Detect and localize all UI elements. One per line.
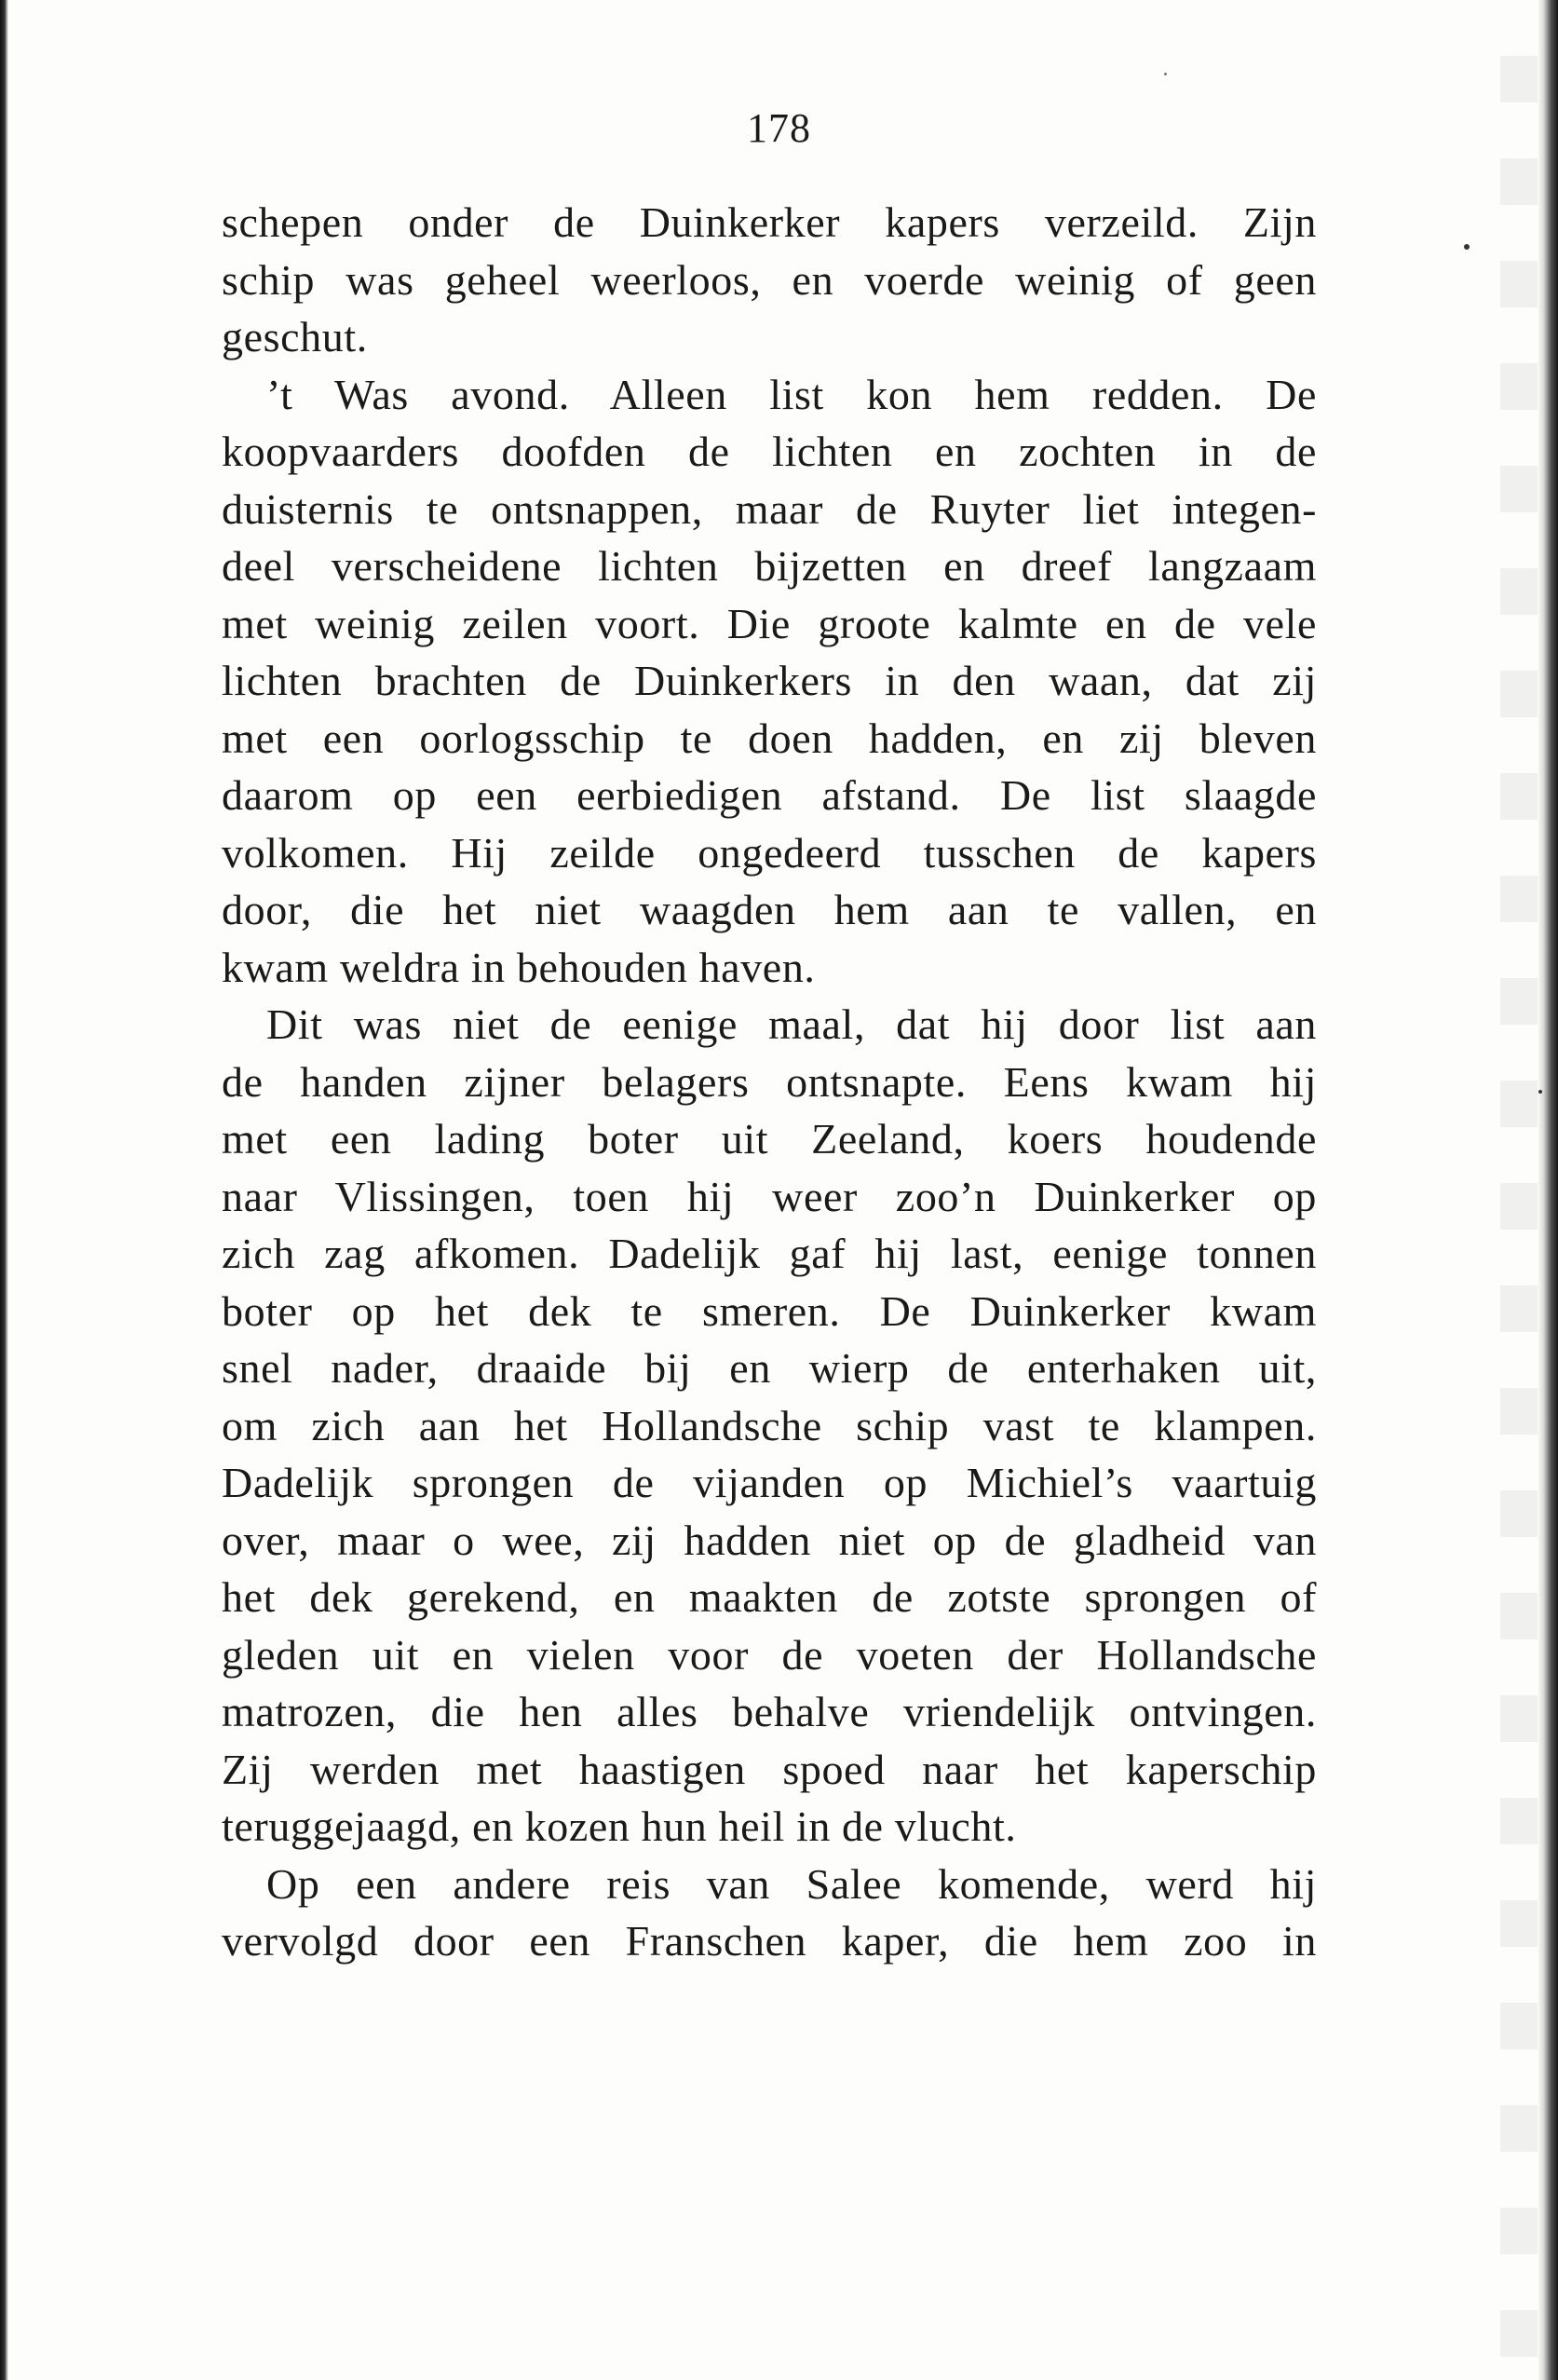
text-line: schepen onder de Duinkerker kapers verzeild. Zijn: [222, 198, 1317, 246]
scan-speck: [1464, 244, 1470, 250]
text-line: teruggejaagd, en kozen hun heil in de vlucht.: [222, 1802, 1017, 1850]
text-line: Dadelijk sprongen de vijanden op Michiel’s vaartuig: [222, 1459, 1317, 1506]
text-line: duisternis te ontsnappen, maar de Ruyter liet integen-: [222, 484, 1317, 533]
text-line: deel verscheidene lichten bijzetten en dreef langzaam: [222, 542, 1317, 590]
text-line: over, maar o wee, zij hadden niet op de gladheid van: [222, 1516, 1317, 1564]
text-line: boter op het dek te smeren. De Duinkerker kwam: [222, 1286, 1317, 1335]
text-line: om zich aan het Hollandsche schip vast te klampen.: [222, 1401, 1317, 1449]
text-line: het dek gerekend, en maakten de zotste sprongen of: [222, 1573, 1317, 1621]
page-number: 178: [747, 105, 811, 151]
text-line: lichten brachten de Duinkerkers in den waan, dat zij: [222, 657, 1317, 704]
scan-speck: [1164, 73, 1167, 75]
text-line: door, die het niet waagden hem aan te vallen, en: [222, 886, 1317, 933]
text-line: de handen zijner belagers ontsnapte. Eens kwam hij: [222, 1057, 1317, 1106]
text-line: kwam weldra in behouden haven.: [222, 943, 816, 991]
text-line: snel nader, draaide bij en wierp de enterhaken uit,: [222, 1344, 1317, 1392]
text-line: daarom op een eerbiedigen afstand. De list slaagde: [222, 771, 1317, 819]
text-line: met weinig zeilen voort. Die groote kalmte en de vele: [222, 599, 1317, 647]
text-line: koopvaarders doofden de lichten en zochten in de: [222, 428, 1317, 475]
text-line: vervolgd door een Franschen kaper, die hem zoo in: [222, 1917, 1317, 1965]
text-line: geschut.: [222, 313, 368, 360]
text-line: matrozen, die hen alles behalve vriendelijk ontvingen.: [222, 1688, 1317, 1735]
text-line: ’t Was avond. Alleen list kon hem redden. De: [266, 370, 1317, 418]
scan-edge-left: [0, 0, 8, 2380]
scan-shadow-right: [1500, 0, 1538, 2380]
text-line: met een lading boter uit Zeeland, koers houdende: [222, 1115, 1317, 1163]
text-line: gleden uit en vielen voor de voeten der Hollandsche: [222, 1630, 1317, 1679]
text-line: schip was geheel weerloos, en voerde weinig of geen: [222, 255, 1317, 304]
text-line: naar Vlissingen, toen hij weer zoo’n Duinkerker op: [222, 1172, 1317, 1220]
scan-speck: [1538, 1090, 1542, 1094]
body-text: [222, 194, 1317, 1970]
text-line: Dit was niet de eenige maal, dat hij door list aan: [266, 1000, 1317, 1048]
text-line: Zij werden met haastigen spoed naar het kaperschip: [222, 1745, 1317, 1793]
scan-edge-right: [1538, 0, 1558, 2380]
text-line: met een oorlogsschip te doen hadden, en zij bleven: [222, 714, 1317, 762]
text-line: volkomen. Hij zeilde ongedeerd tusschen de kapers: [222, 828, 1317, 877]
text-line: Op een andere reis van Salee komende, werd hij: [266, 1859, 1317, 1908]
text-line: zich zag afkomen. Dadelijk gaf hij last, eenige tonnen: [222, 1230, 1317, 1277]
